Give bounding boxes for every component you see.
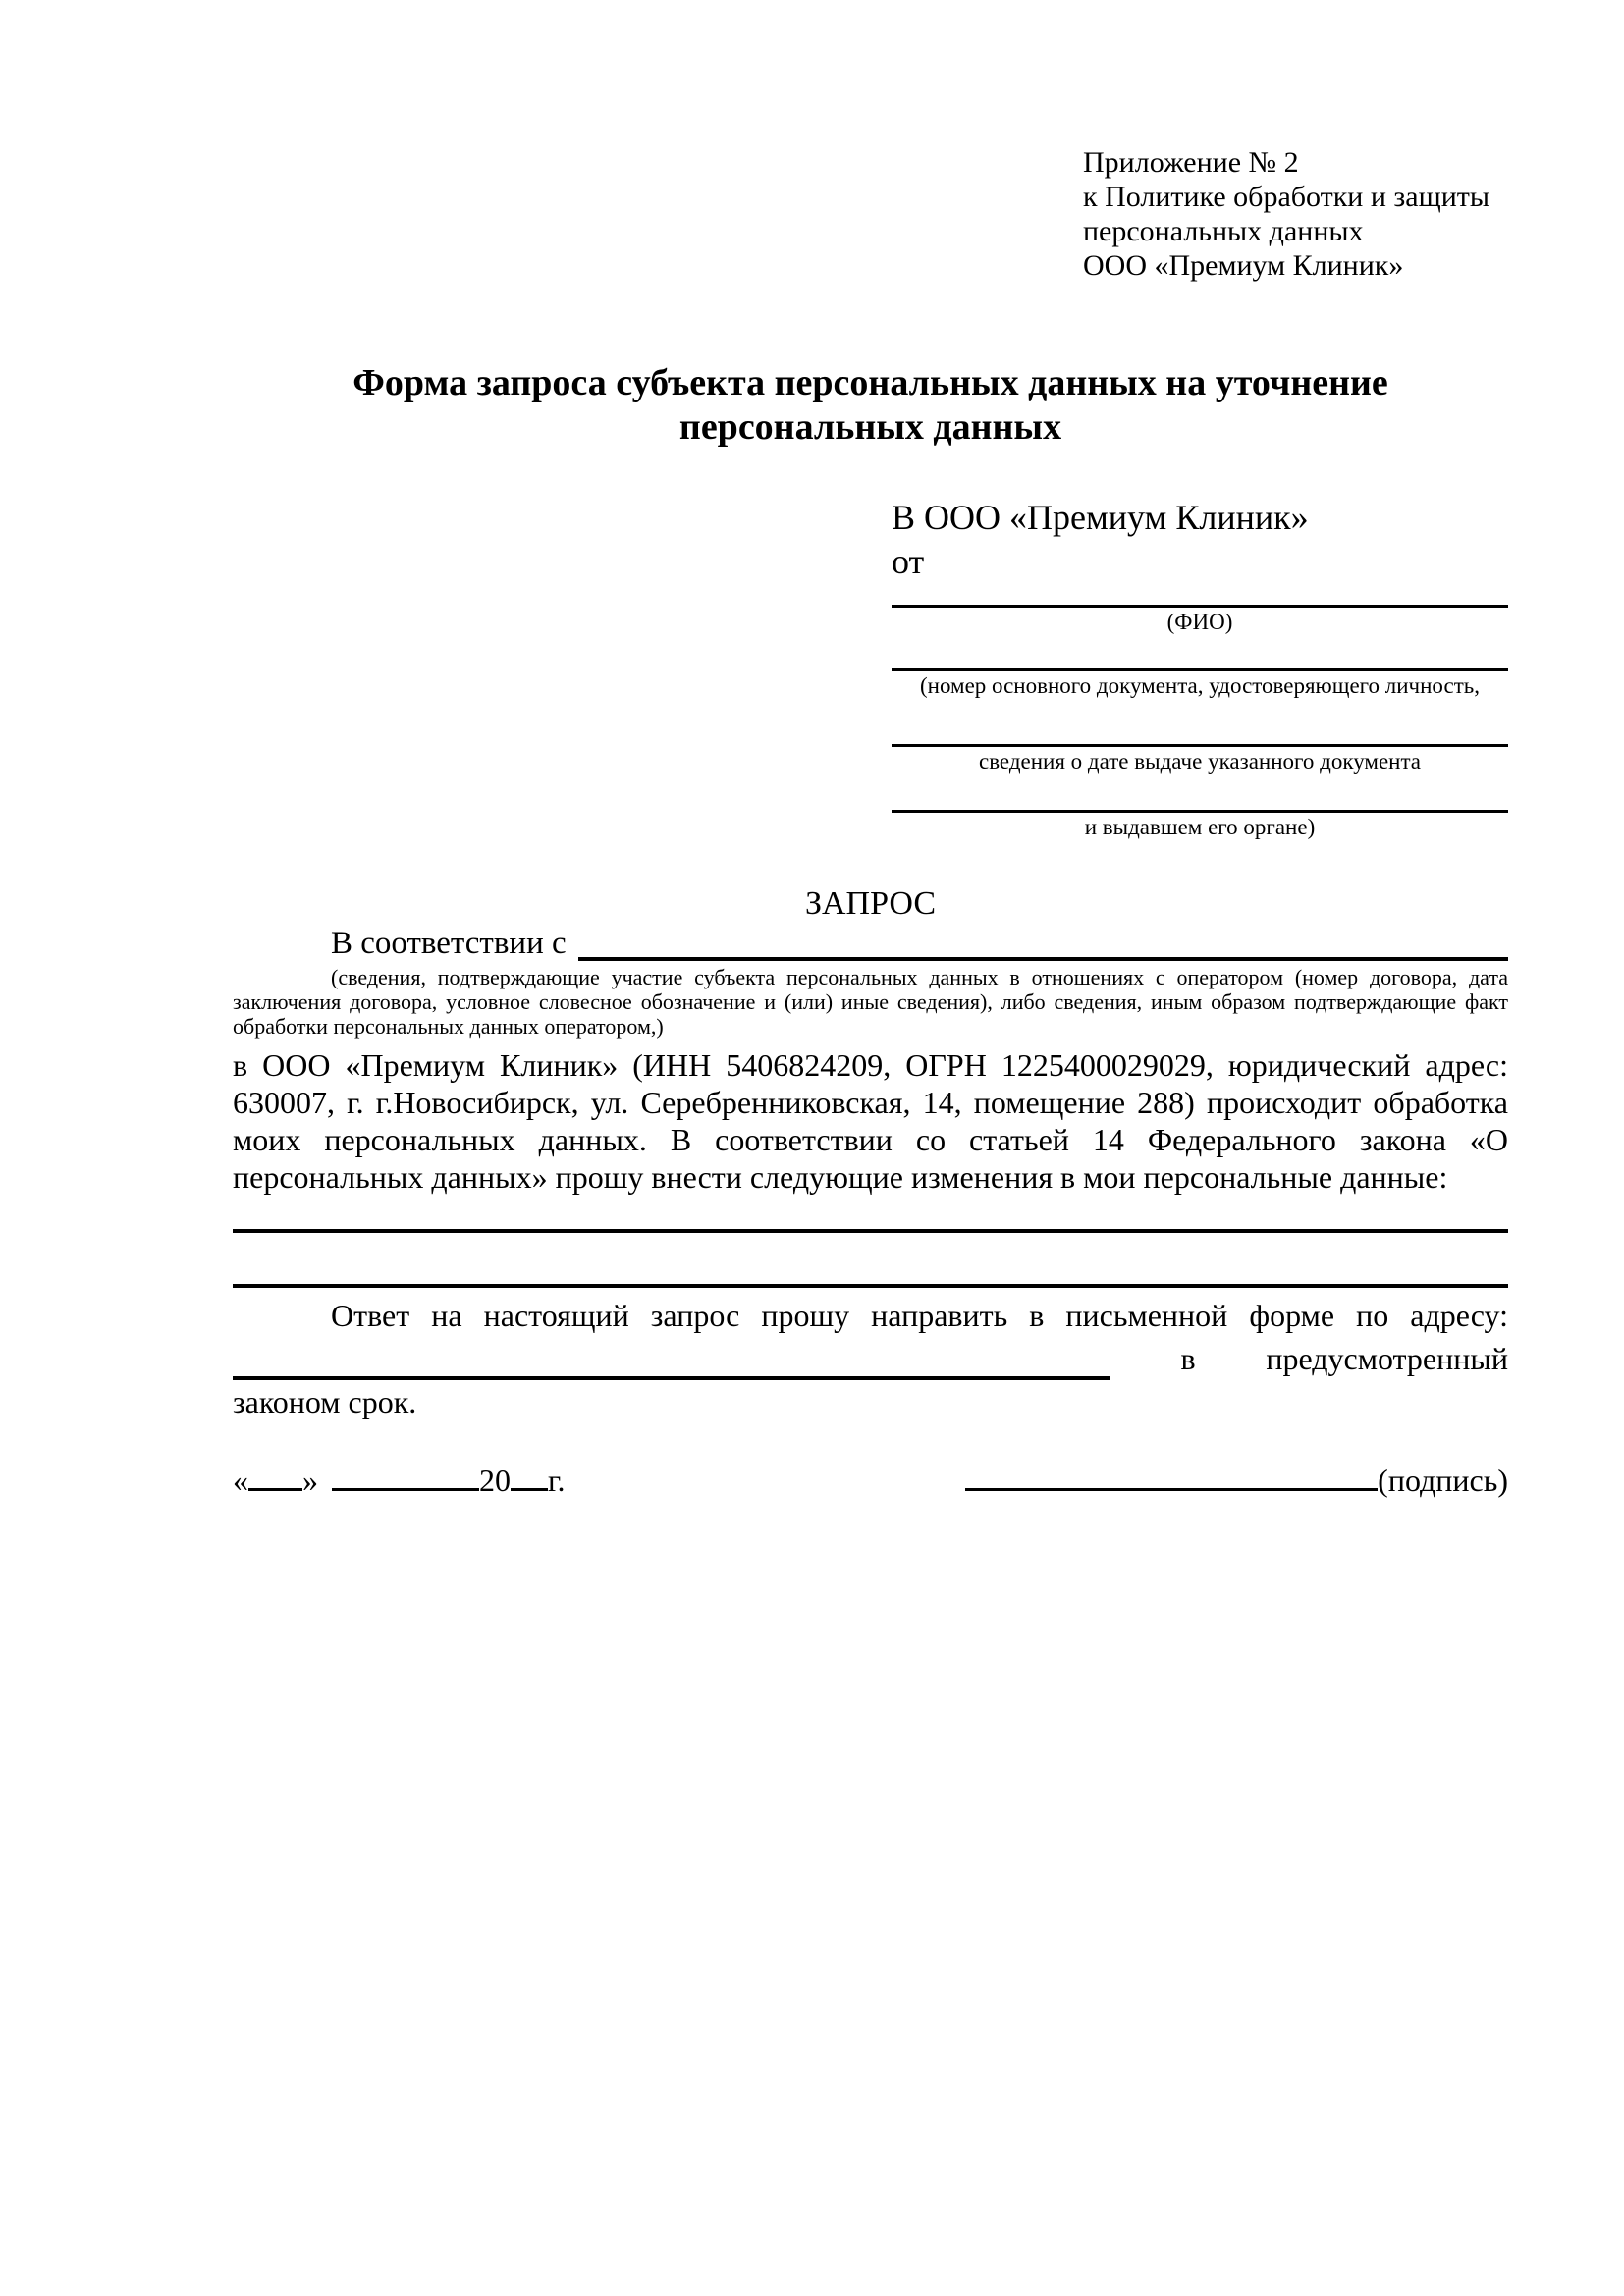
changes-blank-line-1 bbox=[233, 1209, 1508, 1233]
issuing-authority-caption: и выдавшем его органе) bbox=[1084, 815, 1316, 839]
reply-word-in: в bbox=[1180, 1341, 1196, 1376]
appendix-policy-line2: персональных данных bbox=[1083, 215, 1364, 247]
reply-address-row bbox=[233, 1337, 1508, 1380]
request-heading: ЗАПРОС bbox=[804, 885, 937, 922]
fio-blank-line bbox=[892, 583, 1508, 608]
signature-caption: (подпись) bbox=[1378, 1463, 1508, 1498]
quote-open: « bbox=[233, 1463, 248, 1498]
addressee-company: В ООО «Премиум Клиник» bbox=[892, 498, 1309, 537]
document-title: Форма запроса субъекта персональных данных на уточнение персональных данных bbox=[352, 362, 1388, 448]
accordance-label: В соответствии с bbox=[331, 926, 567, 961]
year-prefix: 20 bbox=[479, 1463, 511, 1498]
issue-date-caption: сведения о дате выдаче указанного документа bbox=[978, 749, 1422, 774]
request-body-text: в ООО «Премиум Клиник» (ИНН 5406824209, ОГРН 1225400029029, юридический адрес: 630007, г. г.Новосибирск, ул. Серебренниковская, 14, помещение 288) происходит обработка моих персональных данных. В соответствии со статьей 14 Федерального закона «О персональных данных» прошу внести следующие изменения в мои персональные данные: bbox=[233, 1047, 1508, 1195]
reply-word-stipulated: предусмотренный bbox=[1266, 1341, 1508, 1376]
signature-field bbox=[965, 1457, 1508, 1500]
addressee-from-label: от bbox=[892, 542, 925, 581]
addressee-block bbox=[892, 495, 1508, 842]
fio-caption: (ФИО) bbox=[1166, 610, 1233, 634]
appendix-number: Приложение № 2 bbox=[1083, 146, 1299, 179]
accordance-row bbox=[233, 926, 1508, 961]
address-blank-line bbox=[233, 1366, 1110, 1380]
month-blank bbox=[332, 1457, 479, 1491]
reply-address-text: Ответ на настоящий запрос прошу направить в письменной форме по адресу: bbox=[331, 1298, 1508, 1333]
issue-date-blank-line bbox=[892, 701, 1508, 747]
date-signature-row bbox=[233, 1457, 1508, 1500]
appendix-policy-line: к Политике обработки и защиты bbox=[1083, 181, 1490, 213]
changes-blank-line-2 bbox=[233, 1233, 1508, 1288]
signature-blank-line bbox=[965, 1457, 1378, 1491]
footnote-text: (сведения, подтверждающие участие субъекта персональных данных в отношениях с оператором (номер договора, дата заключения договора, условное словесное обозначение и (или) иные сведения), либо сведения, иным образом подтверждающие факт обработки персональных данных оператором,) bbox=[233, 965, 1508, 1039]
document-number-caption: (номер основного документа, удостоверяющего личность, bbox=[919, 673, 1480, 698]
day-blank bbox=[248, 1457, 302, 1491]
year-blank bbox=[511, 1457, 548, 1491]
appendix-header bbox=[1083, 145, 1508, 283]
accordance-blank-line bbox=[578, 947, 1508, 961]
year-suffix: г. bbox=[548, 1463, 566, 1498]
issuing-authority-blank-line bbox=[892, 776, 1508, 813]
appendix-company: ООО «Премиум Клиник» bbox=[1083, 249, 1404, 282]
date-field bbox=[233, 1457, 566, 1500]
reply-tail-text: законом срок. bbox=[233, 1384, 417, 1419]
quote-close: » bbox=[302, 1463, 318, 1498]
document-number-blank-line bbox=[892, 637, 1508, 671]
